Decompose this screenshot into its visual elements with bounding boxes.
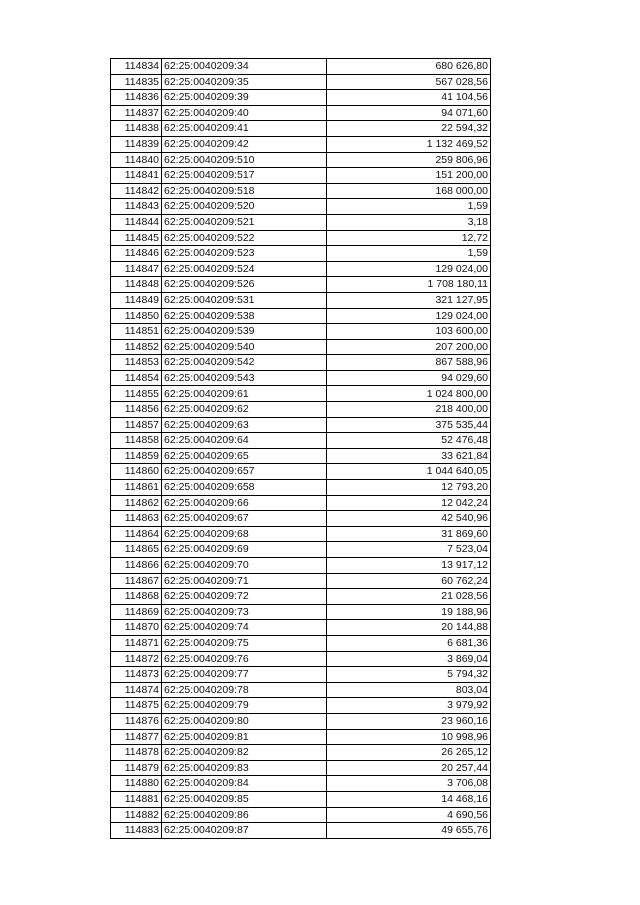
row-number-cell: 114855: [111, 386, 162, 402]
table-row: [111, 729, 491, 745]
row-number-cell: 114836: [111, 90, 162, 106]
row-number-cell: 114852: [111, 339, 162, 355]
value-cell: 19 188,96: [327, 604, 491, 620]
cadastral-number-cell: 62:25:0040209:87: [162, 823, 327, 839]
cadastral-number-cell: 62:25:0040209:518: [162, 183, 327, 199]
table-row: [111, 589, 491, 605]
cadastral-value-table: [110, 58, 491, 839]
value-cell: 22 594,32: [327, 121, 491, 137]
cadastral-number-cell: 62:25:0040209:517: [162, 168, 327, 184]
table-row: [111, 199, 491, 215]
value-cell: 1 708 180,11: [327, 277, 491, 293]
cadastral-number-cell: 62:25:0040209:657: [162, 464, 327, 480]
table-row: [111, 324, 491, 340]
table-row: [111, 230, 491, 246]
table-row: [111, 402, 491, 418]
value-cell: 13 917,12: [327, 558, 491, 574]
row-number-cell: 114846: [111, 246, 162, 262]
row-number-cell: 114864: [111, 526, 162, 542]
value-cell: 94 071,60: [327, 105, 491, 121]
row-number-cell: 114853: [111, 355, 162, 371]
cadastral-number-cell: 62:25:0040209:72: [162, 589, 327, 605]
table-row: [111, 370, 491, 386]
table-row: [111, 183, 491, 199]
row-number-cell: 114841: [111, 168, 162, 184]
cadastral-number-cell: 62:25:0040209:42: [162, 136, 327, 152]
row-number-cell: 114856: [111, 402, 162, 418]
row-number-cell: 114876: [111, 713, 162, 729]
table-row: [111, 339, 491, 355]
row-number-cell: 114863: [111, 511, 162, 527]
table-row: [111, 760, 491, 776]
table-row: [111, 776, 491, 792]
row-number-cell: 114847: [111, 261, 162, 277]
value-cell: 103 600,00: [327, 324, 491, 340]
cadastral-number-cell: 62:25:0040209:67: [162, 511, 327, 527]
cadastral-number-cell: 62:25:0040209:531: [162, 292, 327, 308]
value-cell: 7 523,04: [327, 542, 491, 558]
table-row: [111, 448, 491, 464]
table-row: [111, 635, 491, 651]
row-number-cell: 114870: [111, 620, 162, 636]
row-number-cell: 114874: [111, 682, 162, 698]
table-row: [111, 277, 491, 293]
row-number-cell: 114839: [111, 136, 162, 152]
cadastral-number-cell: 62:25:0040209:61: [162, 386, 327, 402]
cadastral-number-cell: 62:25:0040209:70: [162, 558, 327, 574]
cadastral-number-cell: 62:25:0040209:65: [162, 448, 327, 464]
cadastral-number-cell: 62:25:0040209:542: [162, 355, 327, 371]
row-number-cell: 114873: [111, 667, 162, 683]
cadastral-number-cell: 62:25:0040209:41: [162, 121, 327, 137]
value-cell: 21 028,56: [327, 589, 491, 605]
cadastral-number-cell: 62:25:0040209:520: [162, 199, 327, 215]
value-cell: 1 024 800,00: [327, 386, 491, 402]
table-row: [111, 698, 491, 714]
row-number-cell: 114844: [111, 214, 162, 230]
row-number-cell: 114850: [111, 308, 162, 324]
value-cell: 20 144,88: [327, 620, 491, 636]
row-number-cell: 114879: [111, 760, 162, 776]
table-row: [111, 573, 491, 589]
cadastral-number-cell: 62:25:0040209:521: [162, 214, 327, 230]
row-number-cell: 114868: [111, 589, 162, 605]
cadastral-number-cell: 62:25:0040209:510: [162, 152, 327, 168]
value-cell: 31 869,60: [327, 526, 491, 542]
table-row: [111, 417, 491, 433]
value-cell: 3 979,92: [327, 698, 491, 714]
row-number-cell: 114881: [111, 791, 162, 807]
table-row: [111, 651, 491, 667]
value-cell: 42 540,96: [327, 511, 491, 527]
cadastral-number-cell: 62:25:0040209:80: [162, 713, 327, 729]
table-row: [111, 90, 491, 106]
row-number-cell: 114838: [111, 121, 162, 137]
value-cell: 41 104,56: [327, 90, 491, 106]
cadastral-number-cell: 62:25:0040209:62: [162, 402, 327, 418]
table-row: [111, 168, 491, 184]
table-row: [111, 745, 491, 761]
value-cell: 10 998,96: [327, 729, 491, 745]
row-number-cell: 114880: [111, 776, 162, 792]
row-number-cell: 114857: [111, 417, 162, 433]
cadastral-number-cell: 62:25:0040209:85: [162, 791, 327, 807]
value-cell: 52 476,48: [327, 433, 491, 449]
cadastral-number-cell: 62:25:0040209:81: [162, 729, 327, 745]
cadastral-number-cell: 62:25:0040209:86: [162, 807, 327, 823]
row-number-cell: 114872: [111, 651, 162, 667]
table-row: [111, 713, 491, 729]
row-number-cell: 114871: [111, 635, 162, 651]
value-cell: 1 044 640,05: [327, 464, 491, 480]
value-cell: 23 960,16: [327, 713, 491, 729]
value-cell: 5 794,32: [327, 667, 491, 683]
value-cell: 129 024,00: [327, 308, 491, 324]
table-row: [111, 558, 491, 574]
value-cell: 6 681,36: [327, 635, 491, 651]
value-cell: 375 535,44: [327, 417, 491, 433]
value-cell: 680 626,80: [327, 59, 491, 75]
table-row: [111, 136, 491, 152]
value-cell: 803,04: [327, 682, 491, 698]
value-cell: 49 655,76: [327, 823, 491, 839]
cadastral-number-cell: 62:25:0040209:74: [162, 620, 327, 636]
value-cell: 12,72: [327, 230, 491, 246]
table-row: [111, 667, 491, 683]
cadastral-number-cell: 62:25:0040209:69: [162, 542, 327, 558]
row-number-cell: 114877: [111, 729, 162, 745]
value-cell: 1,59: [327, 246, 491, 262]
row-number-cell: 114866: [111, 558, 162, 574]
value-cell: 567 028,56: [327, 74, 491, 90]
table-row: [111, 246, 491, 262]
row-number-cell: 114834: [111, 59, 162, 75]
table-row: [111, 511, 491, 527]
cadastral-number-cell: 62:25:0040209:76: [162, 651, 327, 667]
cadastral-number-cell: 62:25:0040209:540: [162, 339, 327, 355]
row-number-cell: 114842: [111, 183, 162, 199]
row-number-cell: 114859: [111, 448, 162, 464]
table-row: [111, 807, 491, 823]
row-number-cell: 114854: [111, 370, 162, 386]
value-cell: 20 257,44: [327, 760, 491, 776]
value-cell: 3 869,04: [327, 651, 491, 667]
table-row: [111, 526, 491, 542]
table-row: [111, 682, 491, 698]
cadastral-number-cell: 62:25:0040209:522: [162, 230, 327, 246]
table-row: [111, 495, 491, 511]
row-number-cell: 114858: [111, 433, 162, 449]
cadastral-number-cell: 62:25:0040209:79: [162, 698, 327, 714]
row-number-cell: 114875: [111, 698, 162, 714]
value-cell: 1,59: [327, 199, 491, 215]
row-number-cell: 114869: [111, 604, 162, 620]
table-row: [111, 464, 491, 480]
row-number-cell: 114851: [111, 324, 162, 340]
cadastral-number-cell: 62:25:0040209:40: [162, 105, 327, 121]
value-cell: 207 200,00: [327, 339, 491, 355]
table-row: [111, 542, 491, 558]
row-number-cell: 114843: [111, 199, 162, 215]
value-cell: 129 024,00: [327, 261, 491, 277]
table-row: [111, 261, 491, 277]
row-number-cell: 114861: [111, 480, 162, 496]
value-cell: 867 588,96: [327, 355, 491, 371]
cadastral-number-cell: 62:25:0040209:68: [162, 526, 327, 542]
table-row: [111, 433, 491, 449]
cadastral-number-cell: 62:25:0040209:83: [162, 760, 327, 776]
cadastral-number-cell: 62:25:0040209:77: [162, 667, 327, 683]
value-cell: 12 793,20: [327, 480, 491, 496]
table-row: [111, 604, 491, 620]
table-row: [111, 386, 491, 402]
cadastral-number-cell: 62:25:0040209:538: [162, 308, 327, 324]
table-body: [111, 59, 491, 839]
row-number-cell: 114865: [111, 542, 162, 558]
cadastral-number-cell: 62:25:0040209:64: [162, 433, 327, 449]
cadastral-number-cell: 62:25:0040209:39: [162, 90, 327, 106]
cadastral-number-cell: 62:25:0040209:75: [162, 635, 327, 651]
value-cell: 94 029,60: [327, 370, 491, 386]
cadastral-number-cell: 62:25:0040209:34: [162, 59, 327, 75]
row-number-cell: 114845: [111, 230, 162, 246]
row-number-cell: 114849: [111, 292, 162, 308]
row-number-cell: 114860: [111, 464, 162, 480]
cadastral-number-cell: 62:25:0040209:63: [162, 417, 327, 433]
cadastral-number-cell: 62:25:0040209:78: [162, 682, 327, 698]
value-cell: 14 468,16: [327, 791, 491, 807]
cadastral-number-cell: 62:25:0040209:523: [162, 246, 327, 262]
cadastral-number-cell: 62:25:0040209:66: [162, 495, 327, 511]
table-row: [111, 74, 491, 90]
row-number-cell: 114848: [111, 277, 162, 293]
value-cell: 12 042,24: [327, 495, 491, 511]
cadastral-number-cell: 62:25:0040209:35: [162, 74, 327, 90]
cadastral-number-cell: 62:25:0040209:84: [162, 776, 327, 792]
value-cell: 26 265,12: [327, 745, 491, 761]
value-cell: 33 621,84: [327, 448, 491, 464]
value-cell: 259 806,96: [327, 152, 491, 168]
cadastral-number-cell: 62:25:0040209:539: [162, 324, 327, 340]
table-row: [111, 105, 491, 121]
table-row: [111, 355, 491, 371]
row-number-cell: 114882: [111, 807, 162, 823]
row-number-cell: 114878: [111, 745, 162, 761]
value-cell: 60 762,24: [327, 573, 491, 589]
cadastral-number-cell: 62:25:0040209:524: [162, 261, 327, 277]
row-number-cell: 114840: [111, 152, 162, 168]
table-row: [111, 308, 491, 324]
cadastral-number-cell: 62:25:0040209:543: [162, 370, 327, 386]
row-number-cell: 114837: [111, 105, 162, 121]
row-number-cell: 114883: [111, 823, 162, 839]
table-row: [111, 152, 491, 168]
table-row: [111, 214, 491, 230]
cadastral-number-cell: 62:25:0040209:73: [162, 604, 327, 620]
cadastral-number-cell: 62:25:0040209:526: [162, 277, 327, 293]
table-row: [111, 59, 491, 75]
row-number-cell: 114835: [111, 74, 162, 90]
table-row: [111, 480, 491, 496]
row-number-cell: 114862: [111, 495, 162, 511]
value-cell: 168 000,00: [327, 183, 491, 199]
row-number-cell: 114867: [111, 573, 162, 589]
cadastral-number-cell: 62:25:0040209:82: [162, 745, 327, 761]
table-row: [111, 620, 491, 636]
value-cell: 218 400,00: [327, 402, 491, 418]
value-cell: 4 690,56: [327, 807, 491, 823]
value-cell: 151 200,00: [327, 168, 491, 184]
value-cell: 3 706,08: [327, 776, 491, 792]
table-row: [111, 121, 491, 137]
table-row: [111, 292, 491, 308]
cadastral-number-cell: 62:25:0040209:658: [162, 480, 327, 496]
table-row: [111, 823, 491, 839]
value-cell: 321 127,95: [327, 292, 491, 308]
value-cell: 3,18: [327, 214, 491, 230]
cadastral-number-cell: 62:25:0040209:71: [162, 573, 327, 589]
value-cell: 1 132 469,52: [327, 136, 491, 152]
table-row: [111, 791, 491, 807]
